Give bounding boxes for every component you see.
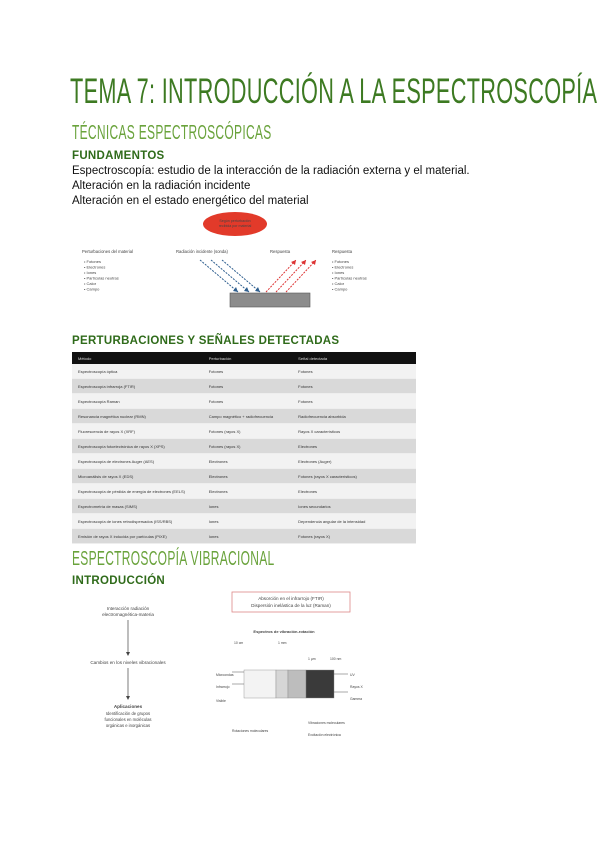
col-header-perturbacion: Perturbación [203,352,292,364]
table-cell: Iones secundarios [292,499,416,514]
incident-arrows [200,260,260,292]
table-cell: Espectroscopía óptica [72,364,203,379]
spectrum-diagram [212,588,382,756]
wl-1: 10 cm [234,641,244,645]
table-cell: Electrones [292,439,416,454]
right-label-1: UV [350,673,355,677]
table-cell: Iones [203,499,292,514]
fig3-header: Espectros de vibración-rotación [253,629,315,634]
table-cell: Espectroscopía de electrones Auger (AES) [72,454,203,469]
bubble-line-1: Según perturbación [219,219,251,223]
table-cell: Rayos X característicos [292,424,416,439]
methods-table [72,352,416,544]
perturbacion-item-6: • Campo [84,286,100,292]
flow-box3-title: Aplicaciones [113,704,143,709]
table-cell: Fotones (rayos X) [203,439,292,454]
section-title-vibracional: ESPECTROSCOPÍA VIBRACIONAL [72,548,275,570]
left-label-2: Infrarrojo [216,685,230,689]
table-cell: Espectrometría de masas (SIMS) [72,499,203,514]
table-body [72,364,416,544]
table-cell: Fotones [292,394,416,409]
table-cell: Dependencia angular de la intensidad [292,514,416,529]
table-cell: Fotones (rayos X) [292,529,416,544]
fig3-box-line1: Absorción en el infrarrojo (FTIR) [258,596,324,601]
left-label-1: Microondas [216,673,234,677]
table-cell: Electrones [203,469,292,484]
bottom-label-2: Vibraciones moleculares [308,721,345,725]
wl-2: 1 mm [278,641,287,645]
fundamentos-line-2: Alteración en la radiación incidente [72,180,251,192]
radiacion-label: Radiación incidente (sonda) [176,249,228,254]
section-title-tecnicas: TÉCNICAS ESPECTROSCÓPICAS [72,122,272,144]
wavelength-labels [234,641,341,661]
table-cell: Fotones [203,364,292,379]
wl-4: 100 nm [330,657,342,661]
table-cell: Electrones (Auger) [292,454,416,469]
table-cell: Espectroscopía infrarroja (FTIR) [72,379,203,394]
table-row [72,424,416,439]
table-row [72,469,416,484]
table-cell: Electrones [203,484,292,499]
table-row [72,379,416,394]
table-cell: Campo magnético + radiofrecuencia [203,409,292,424]
respuesta-label: Respuesta [270,249,291,254]
page-title: TEMA 7: INTRODUCCIÓN A LA ESPECTROSCOPÍA [70,72,598,111]
table-row [72,409,416,424]
table-row [72,454,416,469]
perturbacion-item-2: • Electrones [84,264,106,270]
table-cell: Resonancia magnética nuclear (RMN) [72,409,203,424]
respuesta-item-5: • Calor [332,281,345,286]
col-header-metodo: Método [72,352,203,364]
heading-perturbaciones: PERTURBACIONES Y SEÑALES DETECTADAS [72,335,340,347]
table-cell: Espectroscopía de pérdida de energía de electrones (EELS) [72,484,203,499]
fundamentos-line-1: Espectroscopía: estudio de la interacción de la radiación externa y el material. [72,165,470,177]
table-cell: Emisión de rayos X inducida por partículas (PIXE) [72,529,203,544]
heading-fundamentos: FUNDAMENTOS [72,150,165,162]
respuestas-list [332,259,367,292]
flow-box1-line2: electromagnética-materia [102,612,154,617]
material-sample [230,293,310,307]
table-cell: Fotones [203,394,292,409]
respuesta-item-1: • Fotones [332,259,349,264]
table-row [72,484,416,499]
table-cell: Fotones (rayos X característicos) [292,469,416,484]
perturbaciones-list [84,259,119,292]
perturbacion-item-1: • Fotones [84,259,101,264]
table-cell: Espectroscopía Raman [72,394,203,409]
perturbacion-item-4: • Partículas neutras [84,275,119,281]
left-label-3: Visible [216,699,226,703]
respuesta-title: Respuesta [332,249,353,254]
fig3-box [232,592,350,612]
table-row [72,514,416,529]
table-cell: Fotones [292,379,416,394]
bottom-label-3: Excitación electrónica [308,733,341,737]
fig3-box-line2: Dispersión inelástica de la luz (Raman) [251,603,331,608]
table-cell: Electrones [203,454,292,469]
table-row [72,499,416,514]
table-cell: Electrones [292,484,416,499]
table-cell: Fotones (rayos X) [203,424,292,439]
perturbaciones-title: Perturbaciones del material [82,249,133,254]
spectrum-band [232,670,348,698]
table-cell: Fotones [292,364,416,379]
flow-box3-line3: orgánicas e inorgánicas [105,723,151,728]
col-header-senal: Señal detectada [292,352,416,364]
flow-box2: Cambios en los niveles vibracionales [90,660,166,665]
table-cell: Espectroscopía fotoelectrónica de rayos X (XPS) [72,439,203,454]
heading-introduccion: INTRODUCCIÓN [72,575,166,587]
table-row [72,364,416,379]
table-cell: Radiofrecuencia absorbida [292,409,416,424]
bubble-line-2: recibida por material [218,224,252,228]
response-arrows [266,260,316,292]
perturbacion-item-5: • Calor [84,281,97,286]
perturbacion-item-3: • Iones [84,270,97,275]
vibrational-flowchart [72,598,184,738]
table-cell: Iones [203,514,292,529]
table-cell: Fluorescencia de rayos X (XRF) [72,424,203,439]
right-label-2: Rayos X [350,685,363,689]
respuesta-item-2: • Electrones [332,264,354,270]
table-row [72,439,416,454]
table-cell: Fotones [203,379,292,394]
table-cell: Espectroscopía de iones retrodispersados (ISS/RBS) [72,514,203,529]
flow-box3-line2: funcionales en moléculas [104,717,152,722]
flow-box1-line1: Interacción radiación [106,606,150,611]
table-row [72,394,416,409]
table-cell: Microanálisis de rayos X (EDS) [72,469,203,484]
respuesta-item-6: • Campo [332,286,348,292]
table-header-row [72,352,416,364]
wl-3: 1 µm [308,657,316,661]
fundamentos-line-3: Alteración en el estado energético del material [72,195,309,207]
right-label-3: Gamma [350,697,363,701]
respuesta-item-4: • Partículas neutras [332,275,367,281]
interaction-diagram [70,210,470,325]
respuesta-item-3: • Iones [332,270,345,275]
table-cell: Iones [203,529,292,544]
flow-box3-line1: Identificación de grupos [105,711,151,716]
table-row [72,529,416,544]
bottom-label-1: Rotaciones moleculares [232,729,269,733]
